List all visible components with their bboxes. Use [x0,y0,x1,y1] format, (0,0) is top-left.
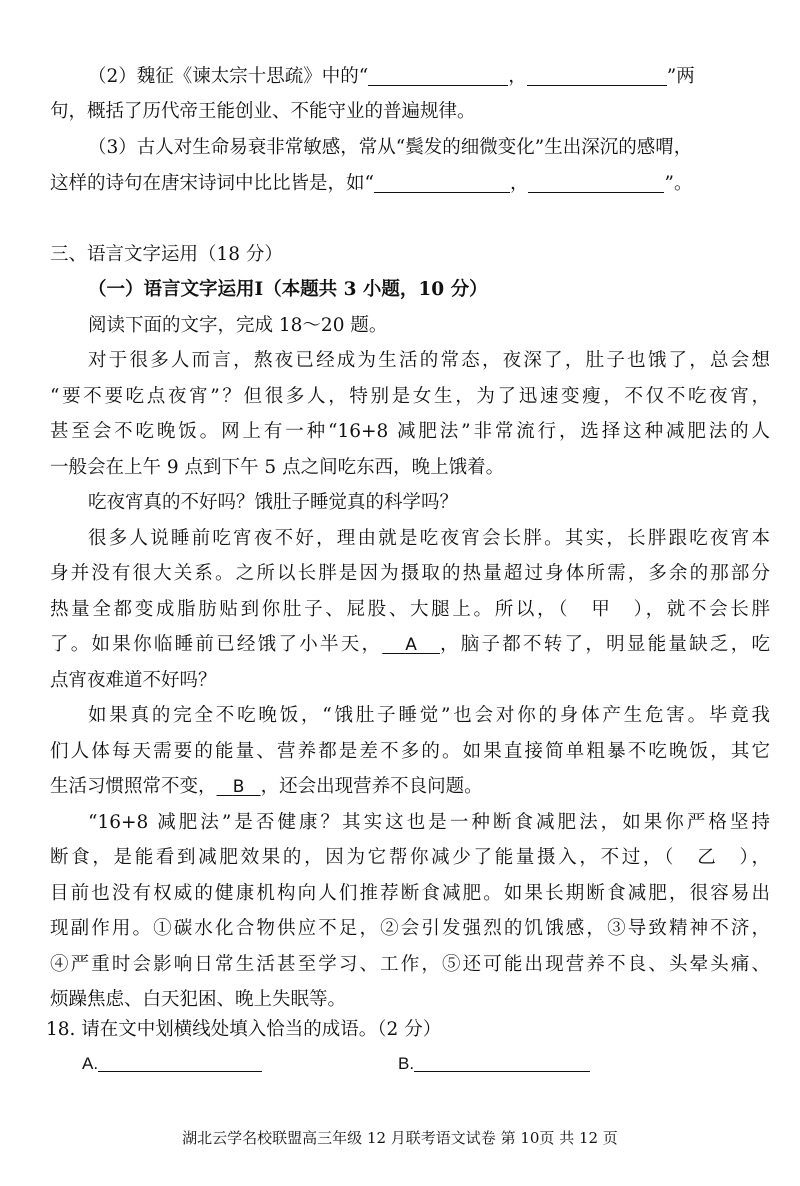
passage-line: 目前也没有权威的健康机构向人们推荐断食减肥。如果长期断食减肥，很容易出 [50,883,770,904]
q2-text-b: ”两 [666,66,695,87]
passage-line: 了。如果你临睡前已经饿了小半天， A ，脑子都不转了，明显能量缺乏，吃 [50,634,770,655]
page-footer: 湖北云学名校联盟高三年级 12 月联考语文试卷 第 10页 共 12 页 [182,1129,618,1147]
answer-blank[interactable] [528,172,664,193]
passage-line: 很多人说睡前吃宵夜不好，理由就是吃夜宵会长胖。其实，长胖跟吃夜宵本 [88,528,770,549]
q3-line-1: （3）古人对生命易衰非常敏感，常从“鬓发的细微变化”生出深沉的感喟， [88,137,693,158]
q2-line-1 [88,64,770,90]
section-instruction: 阅读下面的文字，完成 18～20 题。 [88,315,388,336]
passage-line: 一般会在上午 9 点到下午 5 点之间吃东西，晚上饿着。 [50,457,505,478]
passage-line: 对于很多人而言，熬夜已经成为生活的常态，夜深了，肚子也饿了，总会想 [88,350,770,371]
answer-a [82,1052,262,1076]
answer-b-line[interactable] [414,1053,590,1072]
blank-a[interactable]: A [405,635,417,655]
passage-line: 如果真的完全不吃晚饭，“饿肚子睡觉”也会对你的身体产生危害。毕竟我 [88,705,770,726]
passage-line: 生活习惯照常不变， B ，还会出现营养不良问题。 [50,776,483,797]
q3-text-a: 这样的诗句在唐宋诗词中比比皆是，如“ [50,173,374,194]
passage-line: 烦躁焦虑、白天犯困、晚上失眠等。 [50,989,347,1010]
section-subheading: （一）语言文字运用Ⅰ（本题共 3 小题，10 分） [88,279,488,300]
passage-line: 现副作用。①碳水化合物供应不足，②会引发强烈的饥饿感，③导致精神不济， [50,918,770,939]
question-18: 18. 请在文中划横线处填入恰当的成语。（2 分） [46,1019,442,1040]
q2-separator: ， [508,66,527,87]
passage-line: 身并没有很大关系。之所以长胖是因为摄取的热量超过身体所需，多余的那部分 [50,563,770,584]
answer-blank[interactable] [374,172,510,193]
passage-line: 们人体每天需要的能量、营养都是差不多的。如果直接简单粗暴不吃晚饭，其它 [50,741,770,762]
section-heading: 三、语言文字运用（18 分） [50,244,283,265]
answer-a-label: A. [82,1054,99,1073]
passage-line: “要不要吃点夜宵”？但很多人，特别是女生，为了迅速变瘦，不仅不吃夜宵， [50,386,770,407]
answer-a-line[interactable] [98,1053,262,1072]
passage-line: 甚至会不吃晚饭。网上有一种“16+8 减肥法”非常流行，选择这种减肥法的人 [50,421,770,442]
answer-blank[interactable] [527,65,667,86]
q3-line-2 [50,171,770,197]
passage-line: “16+8 减肥法”是否健康？其实这也是一种断食减肥法，如果你严格坚持 [88,812,770,833]
answer-blank[interactable] [368,65,508,86]
answer-b-label: B. [398,1054,415,1073]
passage-line: 点宵夜难道不好吗？ [50,670,217,691]
answer-b [398,1052,590,1076]
q2-line-2: 句，概括了历代帝王能创业、不能守业的普遍规律。 [50,101,476,122]
passage-line: 断食，是能看到减肥效果的，因为它帮你减少了能量摄入，不过，（ 乙 ）， [50,847,770,868]
q3-text-b: ”。 [664,173,693,194]
passage-line: ④严重时会影响日常生活甚至学习、工作，⑤还可能出现营养不良、头晕头痛、 [50,954,770,975]
passage-line: 吃夜宵真的不好吗？饿肚子睡觉真的科学吗？ [88,492,459,513]
passage-line: 热量全都变成脂肪贴到你肚子、屁股、大腿上。所以，（ 甲 ），就不会长胖 [50,599,770,620]
q3-separator: ， [509,173,529,194]
blank-b[interactable]: B [232,777,245,797]
q2-text-a: （2）魏征《谏太宗十思疏》中的“ [88,66,369,87]
